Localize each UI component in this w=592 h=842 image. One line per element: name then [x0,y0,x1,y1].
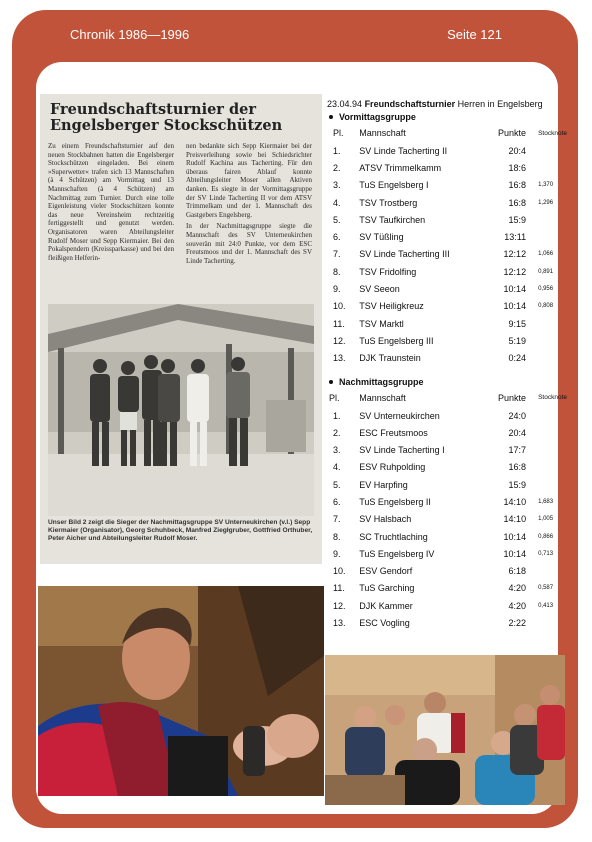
stocknote-cell [538,315,567,332]
place-cell: 9. [333,284,341,295]
points-cell: 0:24 [508,353,527,364]
stocknote-cell: 0,891 [538,268,554,275]
table-row [327,332,567,349]
stocknote-cell [538,228,567,245]
place-cell: 8. [333,266,341,277]
place-cell: 13. [333,618,346,629]
results-section [327,98,567,632]
place-cell: 3. [333,445,341,456]
team-cell: DJK Traunstein [359,353,421,364]
stocknote-cell: 1,296 [538,199,554,206]
points-cell: 20:4 [508,145,527,156]
place-cell: 10. [333,301,346,312]
points-cell: 4:20 [508,600,527,611]
points-cell: 18:6 [508,162,527,173]
points-cell: 24:0 [508,410,527,421]
column-header-stocknote: Stocknote [538,129,567,137]
afternoon-results-body [327,407,567,632]
event-location: Herren in Engelsberg [455,99,543,109]
team-cell: ESV Ruhpolding [359,462,426,473]
points-cell: 10:14 [503,531,527,542]
table-row [327,228,567,245]
place-cell: 13. [333,353,346,364]
stocknote-cell [538,424,567,441]
table-row [327,159,567,176]
points-cell: 2:22 [508,618,527,629]
table-row [327,194,567,211]
table-row [327,614,567,631]
table-row [327,511,567,528]
photo-group-at-table [325,655,565,805]
chronicle-title: Chronik 1986—1996 [70,27,190,42]
points-cell: 15:9 [508,479,527,490]
team-cell: ESV Gendorf [359,566,413,577]
clipping-paragraph: nen bedankte sich Sepp Kiermaier bei der Preisverleihung sowie bei Schiedsrichter Rudolf Kachina aus Tacherting. Für den überaus fairen Ablauf konnte Abteilungsleiter Moser allen Aktiven danken. Es siegte in der Vormittagsgruppe der SV Linde Tacherting II vor dem ATSV Trimmelkam und der 1. Mannschaft des Gastgebers Engelsberg. [186,142,312,219]
newspaper-clipping [40,94,322,564]
table-row [327,315,567,332]
stocknote-cell [538,563,567,580]
stocknote-cell: 0,413 [538,602,554,609]
clipping-paragraph: Zu einem Freundschaftsturnier auf den neuen Stockbahnen hatten die Engelsberger Stockschützen eingeladen. Bei einem »Superwetter« trafen sich 13 Mannschaften (à 4 Schützen) am Vormittag und 13 Mannschaften (à 4 Schützen) am Nachmittag zum Turnier. Durch eine tolle Eigenleistung vieler Stockschützen konnte das neue Vereinsheim rechtzeitig fertiggestellt und genutzt werden. Organisatoren waren Abteilungsleiter Rudolf Moser und Sepp Kiermaier. Bei den Pokalspendern (Kreissparkasse) und bei den fleißigen Helferin- [48,142,174,262]
team-cell: TuS Engelsberg III [359,335,434,346]
team-cell: DJK Kammer [359,600,413,611]
team-cell: SV Seeon [359,284,400,295]
clipping-caption: Unser Bild 2 zeigt die Sieger der Nachmittagsgruppe SV Unterneukirchen (v.l.) Sepp Kiermaier (Organisator), Georg Schuhbeck, Manfred Ziegłgruber, Gottfried Orthuber, Peter Aicher und Abteilungsleiter Rudolf Moser. [48,519,313,543]
table-row [327,407,567,424]
points-cell: 16:8 [508,462,527,473]
stocknote-cell [538,332,567,349]
afternoon-results-table [327,389,567,632]
stocknote-cell: 1,370 [538,182,554,189]
points-cell: 10:14 [503,284,527,295]
table-row [327,545,567,562]
place-cell: 3. [333,180,341,191]
points-cell: 14:10 [503,514,527,525]
column-header-points: Punkte [498,128,527,138]
stocknote-cell [538,614,567,631]
team-cell: EV Harpfing [359,479,408,490]
team-cell: SV Unterneukirchen [359,410,440,421]
table-row [327,177,567,194]
team-cell: SV Halsbach [359,514,412,525]
table-row [327,280,567,297]
column-header-place: Pl. [329,392,340,403]
stocknote-cell: 0,956 [538,286,554,293]
team-cell: TSV Heiligkreuz [359,301,424,312]
stocknote-cell: 1,005 [538,516,554,523]
table-row [327,528,567,545]
place-cell: 2. [333,162,341,173]
points-cell: 16:8 [508,180,527,191]
team-cell: ATSV Trimmelkamm [359,162,442,173]
team-cell: TuS Engelsberg I [359,180,429,191]
morning-group-title [327,112,567,122]
points-cell: 6:18 [508,566,527,577]
points-cell: 4:20 [508,583,527,594]
place-cell: 1. [333,410,341,421]
stocknote-cell [538,159,567,176]
team-cell: TSV Taufkirchen [359,214,426,225]
table-row [327,211,567,228]
morning-results-table [327,124,567,367]
event-name: Freundschaftsturnier [364,99,456,109]
stocknote-cell: 0,713 [538,550,554,557]
photo-man-with-bottle [38,586,324,796]
column-header-place: Pl. [333,128,344,138]
team-cell: SC Truchtlaching [359,531,428,542]
points-cell: 9:15 [508,318,527,329]
morning-group-label: Vormittagsgruppe [339,112,416,122]
place-cell: 5. [333,214,341,225]
points-cell: 13:11 [504,232,527,243]
table-row [327,441,567,458]
clipping-column-left [48,142,174,265]
points-cell: 16:8 [508,197,527,208]
table-row [327,246,567,263]
table-row [327,424,567,441]
stocknote-cell [538,407,567,424]
points-cell: 12:12 [503,266,527,277]
team-cell: SV Linde Tacherting I [359,445,445,456]
points-cell: 17:7 [508,445,527,456]
place-cell: 2. [333,427,341,438]
place-cell: 6. [333,232,341,243]
points-cell: 10:14 [503,548,527,559]
points-cell: 14:10 [503,496,527,507]
team-cell: SV Linde Tacherting III [359,249,450,260]
team-cell: ESC Freutsmoos [359,427,428,438]
stocknote-cell: 0,587 [538,585,554,592]
event-date: 23.04.94 [327,99,363,109]
place-cell: 10. [333,566,346,577]
place-cell: 4. [333,197,341,208]
table-row [327,142,567,159]
place-cell: 1. [333,145,341,156]
team-cell: TuS Engelsberg IV [359,548,435,559]
points-cell: 12:12 [503,249,527,260]
points-cell: 5:19 [508,335,527,346]
team-cell: TSV Trostberg [359,197,418,208]
clipping-column-right [186,142,312,268]
afternoon-group-label: Nachmittagsgruppe [339,376,424,387]
table-row [327,493,567,510]
table-row [327,476,567,493]
stocknote-cell: 0,808 [538,303,554,310]
stocknote-cell: 1,066 [538,251,554,258]
points-cell: 10:14 [503,301,527,312]
column-header-points: Punkte [498,392,527,403]
place-cell: 12. [333,335,346,346]
team-cell: TuS Garching [359,583,415,594]
table-row [327,597,567,614]
place-cell: 5. [333,479,341,490]
team-cell: SV Tüßling [359,232,404,243]
stocknote-cell [538,211,567,228]
place-cell: 9. [333,548,341,559]
team-cell: TuS Engelsberg II [359,496,431,507]
team-cell: SV Linde Tacherting II [359,145,448,156]
stocknote-cell [538,459,567,476]
team-cell: TSV Marktl [359,318,404,329]
clipping-group-photo [48,304,314,516]
clipping-headline: Freundschaftsturnier der Engelsberger Stockschützen [50,101,283,134]
column-header-stocknote: Stocknote [538,394,567,402]
place-cell: 4. [333,462,341,473]
stocknote-cell: 0,866 [538,533,554,540]
table-row [327,459,567,476]
stocknote-cell [538,350,567,367]
points-cell: 15:9 [508,214,527,225]
table-row [327,263,567,280]
place-cell: 11. [333,318,345,329]
page-number: Seite 121 [447,27,502,42]
column-header-team: Mannschaft [359,392,406,403]
place-cell: 6. [333,496,341,507]
clipping-paragraph: In der Nachmittagsgruppe siegte die Mannschaft des SV Unterneukirchen souverän mit 24:0 Punkte, vor dem ESC Freutsmoos und der 1. Mannschaft des SV Linde Tacherting. [186,222,312,265]
team-cell: ESC Vogling [359,618,410,629]
points-cell: 20:4 [508,427,527,438]
event-heading [327,98,567,110]
table-row [327,298,567,315]
table-row [327,580,567,597]
table-header-row [327,124,567,142]
place-cell: 7. [333,249,341,260]
morning-results-body [327,142,567,367]
stocknote-cell [538,142,567,159]
bullet-icon [329,115,333,119]
column-header-team: Mannschaft [359,128,406,138]
table-header-row [327,389,567,407]
place-cell: 8. [333,531,341,542]
place-cell: 7. [333,514,341,525]
stocknote-cell [538,476,567,493]
table-row [327,563,567,580]
stocknote-cell: 1,683 [538,498,554,505]
place-cell: 11. [333,583,345,594]
table-row [327,350,567,367]
place-cell: 12. [333,600,346,611]
bullet-icon [329,380,333,384]
afternoon-group-title [327,377,567,387]
stocknote-cell [538,441,567,458]
team-cell: TSV Fridolfing [359,266,417,277]
